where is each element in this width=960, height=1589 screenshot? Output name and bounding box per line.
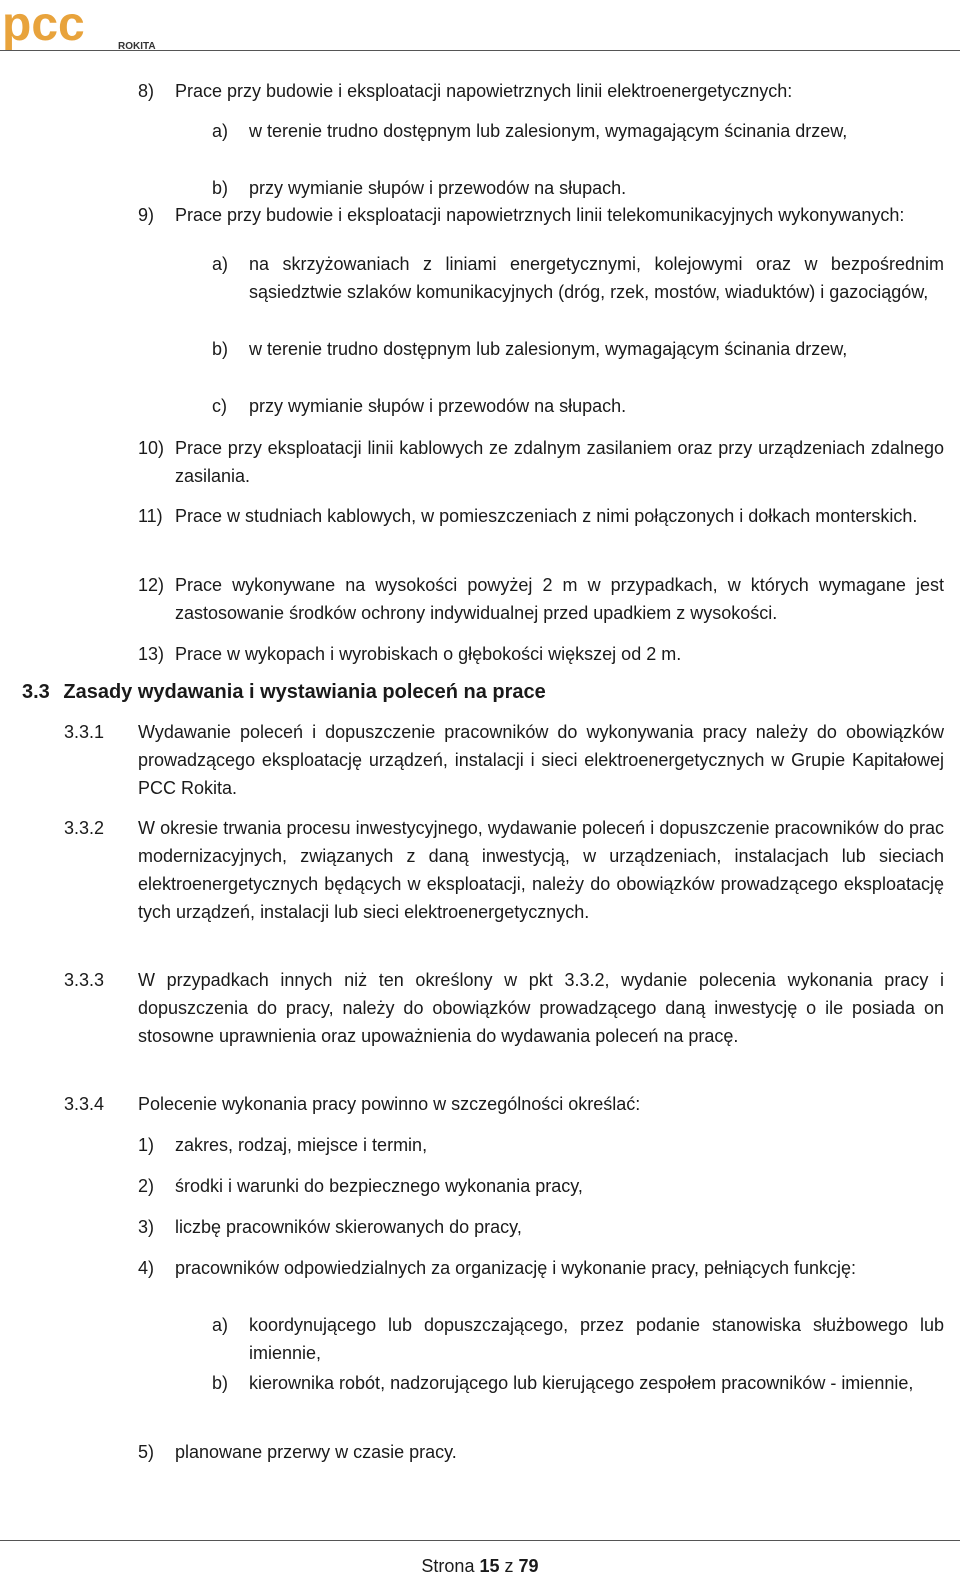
sub-list-item-text: koordynującego lub dopuszczającego, przez podanie stanowiska służbowego lub imiennie, [249, 1315, 944, 1363]
list-item-text: Prace przy eksploatacji linii kablowych ze zdalnym zasilaniem oraz przy urządzeniach zdalnego zasilania. [175, 438, 944, 486]
paragraph-text: W okresie trwania procesu inwestycyjnego, wydawanie poleceń i dopuszczenie pracowników do prac modernizacyjnych, związanych z daną inwestycją, w urządzeniach, instalacjach lub sieciach elektroenergetycznych będących w eksploatacji, należy do obowiązków prowadzącego eksploatację tych urządzeń, instalacji lub sieci elektroenergetycznych. [138, 818, 944, 922]
sub-list-item-letter: a) [212, 1315, 229, 1335]
list-item-number: 1) [138, 1135, 155, 1155]
sub-list-item-text: na skrzyżowaniach z liniami energetycznymi, kolejowymi oraz w bezpośrednim sąsiedztwie szlaków komunikacyjnych (dróg, rzek, mostów, wiaduktów) i gazociągów, [249, 254, 944, 302]
page-number-total: 79 [518, 1556, 539, 1576]
list-item-number: 11) [138, 506, 163, 526]
page-footer [0, 1540, 960, 1589]
section-number: 3.3 [22, 681, 50, 703]
page-number-separator: z [504, 1556, 514, 1576]
paragraph-text: W przypadkach innych niż ten określony w pkt 3.3.2, wydanie polecenia wykonania pracy i dopuszczenia do pracy, należy do obowiązków prowadzącego daną inwestycję o ile posiada on stosowne uprawnienia oraz upoważnienia do wydawania poleceń na pracę. [138, 970, 944, 1046]
sub-list-item-letter: a) [212, 121, 229, 141]
list-item-text: Prace w wykopach i wyrobiskach o głębokości większej od 2 m. [175, 644, 682, 664]
paragraph-number: 3.3.3 [64, 970, 105, 990]
sub-list-item-text: w terenie trudno dostępnym lub zalesionym, wymagającym ścinania drzew, [249, 121, 848, 141]
list-item-number: 2) [138, 1176, 155, 1196]
list-item-number: 12) [138, 575, 165, 595]
list-item-text: Prace przy budowie i eksploatacji napowietrznych linii telekomunikacyjnych wykonywanych: [175, 205, 905, 225]
paragraph-text: Polecenie wykonania pracy powinno w szczególności określać: [138, 1094, 641, 1114]
paragraph-text: Wydawanie poleceń i dopuszczenie pracowników do wykonywania pracy należy do obowiązków prowadzącego eksploatację urządzeń, instalacji i sieci elektroenergetycznych w Grupie Kapitałowej PCC Rokita. [138, 722, 944, 798]
svg-text:pcc: pcc [2, 0, 85, 51]
pcc-rokita-logo [0, 0, 170, 52]
sub-list-item-text: kierownika robót, nadzorującego lub kierującego zespołem pracowników - imiennie, [249, 1373, 914, 1393]
list-item-text: zakres, rodzaj, miejsce i termin, [175, 1135, 428, 1155]
list-item-text: pracowników odpowiedzialnych za organizację i wykonanie pracy, pełniących funkcję: [175, 1258, 857, 1278]
sub-list-item-text: w terenie trudno dostępnym lub zalesionym, wymagającym ścinania drzew, [249, 339, 848, 359]
list-item-number: 10) [138, 438, 165, 458]
svg-text:ROKITA: ROKITA [118, 41, 156, 52]
sub-list-item-letter: b) [212, 339, 229, 359]
sub-list-item-letter: a) [212, 254, 229, 274]
sub-list-item-text: przy wymianie słupów i przewodów na słupach. [249, 396, 627, 416]
list-item-text: planowane przerwy w czasie pracy. [175, 1442, 457, 1462]
paragraph-number: 3.3.1 [64, 722, 105, 742]
section-heading [22, 678, 546, 706]
footer-divider [0, 1540, 960, 1541]
list-item-number: 9) [138, 205, 155, 225]
list-item-number: 4) [138, 1258, 155, 1278]
paragraph-number: 3.3.4 [64, 1094, 105, 1114]
header-divider [0, 50, 960, 51]
list-item-text: Prace przy budowie i eksploatacji napowietrznych linii elektroenergetycznych: [175, 81, 793, 101]
list-item-number: 13) [138, 644, 165, 664]
page-number-current: 15 [479, 1556, 500, 1576]
list-item-number: 5) [138, 1442, 155, 1462]
page-number-prefix: Strona [421, 1556, 475, 1576]
list-item-text: Prace wykonywane na wysokości powyżej 2 m w przypadkach, w których wymagane jest zastosowanie środków ochrony indywidualnej przed upadkiem z wysokości. [175, 575, 944, 623]
page-header [0, 0, 960, 56]
list-item-text: Prace w studniach kablowych, w pomieszczeniach z nimi połączonych i dołkach monterskich. [175, 506, 918, 526]
paragraph-number: 3.3.2 [64, 818, 105, 838]
list-item-text: środki i warunki do bezpiecznego wykonania pracy, [175, 1176, 583, 1196]
section-title: Zasady wydawania i wystawiania poleceń na prace [63, 681, 546, 703]
list-item-number: 8) [138, 81, 155, 101]
sub-list-item-letter: b) [212, 1373, 229, 1393]
page-number [0, 1552, 960, 1580]
sub-list-item-letter: c) [212, 396, 227, 416]
sub-list-item-letter: b) [212, 178, 229, 198]
list-item-number: 3) [138, 1217, 155, 1237]
sub-list-item-text: przy wymianie słupów i przewodów na słupach. [249, 178, 627, 198]
list-item-text: liczbę pracowników skierowanych do pracy, [175, 1217, 522, 1237]
